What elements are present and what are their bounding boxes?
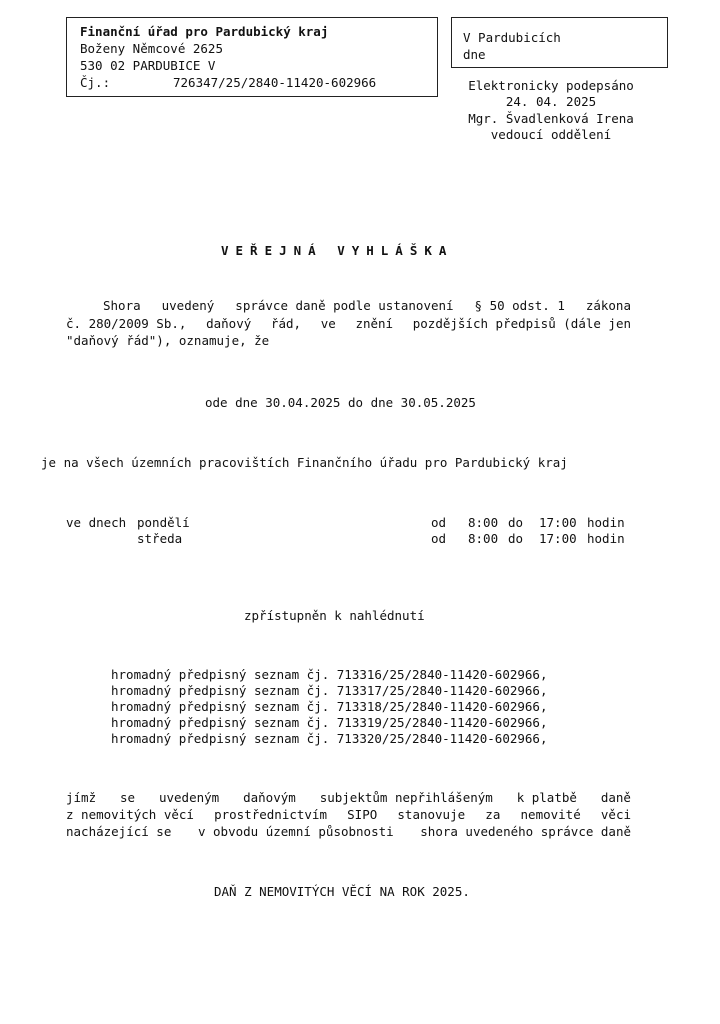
- closing-word: daňovým: [243, 790, 296, 805]
- closing-word: věci: [600, 807, 631, 822]
- closing-word: za: [485, 807, 501, 822]
- intro-word: daňový: [206, 316, 252, 331]
- closing-line-1: [66, 790, 631, 806]
- signer-name: Mgr. Švadlenková Irena: [468, 111, 634, 126]
- signer-role: vedoucí oddělení: [490, 127, 612, 142]
- intro-word: ve: [320, 316, 336, 331]
- closing-word: SIPO: [347, 807, 378, 822]
- schedule-from-label: od: [431, 531, 447, 546]
- date-label: dne: [463, 47, 486, 62]
- schedule-unit: hodin: [587, 531, 625, 546]
- schedule-to-label: do: [508, 515, 524, 530]
- closing-line-2: [66, 807, 631, 823]
- closing-word: subjektům nepřihlášeným: [319, 790, 493, 805]
- office-street: Boženy Němcové 2625: [80, 41, 223, 56]
- place: V Pardubicích: [463, 30, 561, 45]
- list-item: hromadný předpisný seznam čj. 713319/25/2840-11420-602966,: [111, 715, 548, 730]
- schedule-from: 8:00: [468, 515, 499, 530]
- intro-line-1: [103, 298, 631, 314]
- closing-line-3: [66, 824, 631, 840]
- signed-date: 24. 04. 2025: [505, 94, 597, 109]
- intro-word: řád,: [270, 316, 302, 331]
- intro-line-2: [66, 316, 631, 332]
- accessible-note: zpřístupněn k nahlédnutí: [244, 608, 425, 623]
- schedule-day: pondělí: [137, 515, 190, 530]
- schedule-to-label: do: [508, 531, 524, 546]
- closing-word: z nemovitých věcí: [66, 807, 194, 822]
- closing-word: v obvodu územní působnosti: [197, 824, 394, 839]
- intro-word: č. 280/2009 Sb.,: [66, 316, 187, 331]
- list-item: hromadný předpisný seznam čj. 713317/25/2840-11420-602966,: [111, 683, 548, 698]
- intro-word: uvedený: [161, 298, 215, 313]
- office-name: Finanční úřad pro Pardubický kraj: [80, 24, 329, 39]
- list-item: hromadný předpisný seznam čj. 713320/25/2840-11420-602966,: [111, 731, 548, 746]
- availability: je na všech územních pracovištích Finančního úřadu pro Pardubický kraj: [41, 455, 568, 470]
- office-city: 530 02 PARDUBICE V: [80, 58, 216, 73]
- reference-number: 726347/25/2840-11420-602966: [173, 75, 377, 90]
- tax-title: DAŇ Z NEMOVITÝCH VĚCÍ NA ROK 2025.: [214, 884, 470, 899]
- page-title: VEŘEJNÁ VYHLÁŠKA: [221, 243, 454, 258]
- closing-word: prostřednictvím: [214, 807, 327, 822]
- intro-word: správce daně podle ustanovení: [235, 298, 454, 313]
- closing-word: daně: [600, 790, 631, 805]
- signed-label: Elektronicky podepsáno: [468, 78, 634, 93]
- closing-word: k platbě: [516, 790, 577, 805]
- closing-word: se: [120, 790, 136, 805]
- schedule-to: 17:00: [539, 531, 577, 546]
- schedule-from: 8:00: [468, 531, 499, 546]
- closing-word: stanovuje: [397, 807, 466, 822]
- closing-word: nacházející se: [66, 824, 172, 839]
- reference-label: Čj.:: [80, 75, 111, 90]
- intro-word: znění: [355, 316, 394, 331]
- intro-word: zákona: [585, 298, 631, 313]
- closing-word: nemovité: [520, 807, 581, 822]
- schedule-day: středa: [137, 531, 183, 546]
- closing-word: uvedeným: [158, 790, 220, 805]
- list-item: hromadný předpisný seznam čj. 713318/25/2840-11420-602966,: [111, 699, 548, 714]
- intro-word: § 50 odst. 1: [474, 298, 565, 313]
- schedule-unit: hodin: [587, 515, 625, 530]
- intro-word: pozdějších předpisů (dále jen: [412, 316, 631, 331]
- schedule-from-label: od: [431, 515, 447, 530]
- closing-word: shora uvedeného správce daně: [420, 824, 631, 839]
- schedule-to: 17:00: [539, 515, 577, 530]
- list-item: hromadný předpisný seznam čj. 713316/25/2840-11420-602966,: [111, 667, 548, 682]
- intro-word: Shora: [103, 298, 141, 313]
- schedule-prefix: ve dnech: [66, 515, 127, 530]
- period: ode dne 30.04.2025 do dne 30.05.2025: [205, 395, 476, 410]
- intro-line-3: "daňový řád"), oznamuje, že: [66, 333, 270, 348]
- closing-word: jímž: [66, 790, 97, 805]
